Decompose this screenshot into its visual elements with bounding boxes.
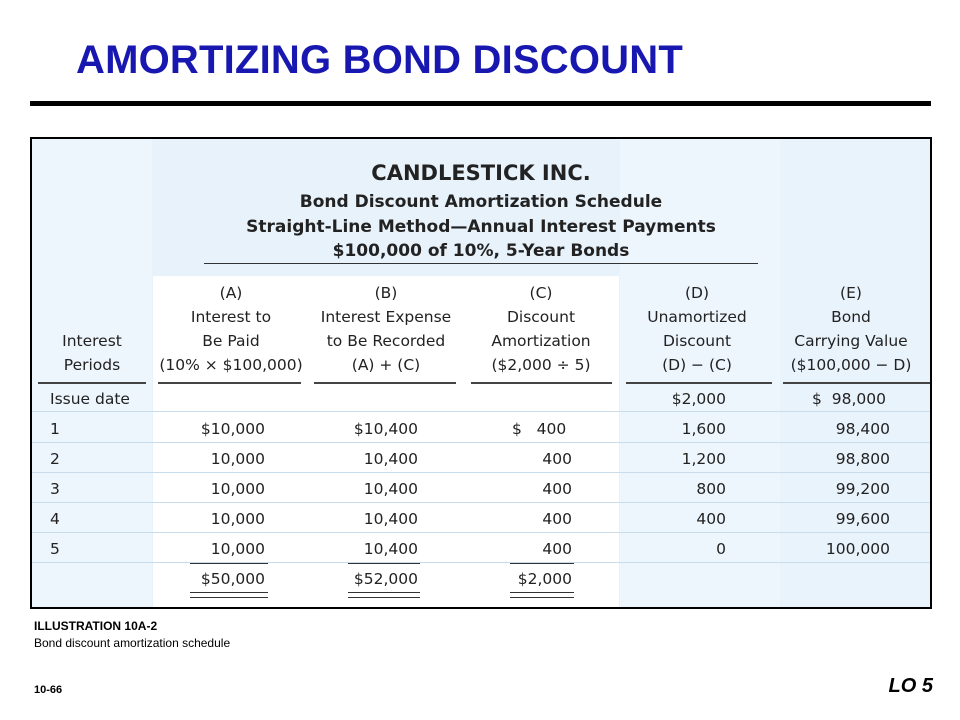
illustration-caption: Bond discount amortization schedule: [34, 636, 231, 650]
cell-a: 10,000: [210, 510, 265, 528]
column-header-line: (A): [219, 284, 243, 302]
cell-period: 3: [50, 480, 60, 498]
total-double-rule-a: [190, 592, 268, 598]
column-header-line: (10% × $100,000): [159, 356, 303, 374]
cell-b: 10,400: [363, 480, 418, 498]
learning-objective-label: LO 5: [888, 675, 933, 697]
total-a: $50,000: [200, 570, 265, 588]
column-header-b: [311, 281, 461, 377]
cell-b: 10,400: [363, 540, 418, 558]
total-b: $52,000: [353, 570, 418, 588]
column-header-a: [153, 281, 309, 377]
cell-d: 0: [716, 540, 726, 558]
column-header-line: (C): [529, 284, 553, 302]
cell-d: 800: [696, 480, 726, 498]
subtotal-rule-b: [348, 563, 420, 564]
cell-d: $2,000: [671, 390, 726, 408]
column-header-d: [622, 281, 772, 377]
column-header-line: Interest to: [190, 308, 272, 326]
cell-e: 99,200: [835, 480, 890, 498]
cell-b: $10,400: [353, 420, 418, 438]
schedule-subtitle: Bond Discount Amortization Schedule: [299, 192, 663, 212]
row-divider: [32, 442, 930, 443]
column-header-line: Interest: [62, 332, 122, 350]
column-header-line: Amortization: [491, 332, 591, 350]
header-rule-d: [626, 382, 772, 384]
column-header-c: [466, 281, 616, 377]
column-header-line: (B): [374, 284, 398, 302]
column-header-line: Discount: [662, 332, 732, 350]
cell-e: 98,800: [835, 450, 890, 468]
cell-a: 10,000: [210, 450, 265, 468]
column-header-line: (D): [684, 284, 710, 302]
illustration-number: ILLUSTRATION 10A-2: [34, 619, 158, 633]
header-rule-e: [783, 382, 930, 384]
column-header-line: Interest Expense: [320, 308, 452, 326]
column-header-line: (E): [840, 284, 862, 302]
total-double-rule-c: [510, 592, 574, 598]
row-divider: [32, 562, 930, 563]
column-header-line: (D) − (C): [662, 356, 732, 374]
cell-b: 10,400: [363, 450, 418, 468]
cell-e: 99,600: [835, 510, 890, 528]
column-header-line: Bond: [831, 308, 871, 326]
cell-a: 10,000: [210, 540, 265, 558]
column-header-line: (A) + (C): [351, 356, 421, 374]
subtotal-rule-a: [190, 563, 268, 564]
schedule-method: Straight-Line Method—Annual Interest Payments: [246, 217, 716, 237]
title-rule: [30, 101, 931, 106]
cell-period: 5: [50, 540, 60, 558]
cell-c: 400: [542, 450, 572, 468]
cell-e: $ 98,000: [812, 390, 886, 408]
cell-d: 1,600: [681, 420, 726, 438]
header-underline: [204, 263, 758, 264]
column-header-line: Be Paid: [202, 332, 260, 350]
cell-c: 400: [542, 480, 572, 498]
header-rule-a: [158, 382, 301, 384]
row-divider: [32, 532, 930, 533]
slide-title: AMORTIZING BOND DISCOUNT: [76, 38, 683, 82]
cell-c: 400: [542, 510, 572, 528]
total-c: $2,000: [517, 570, 572, 588]
header-rule-c: [471, 382, 612, 384]
schedule-bonds: $100,000 of 10%, 5-Year Bonds: [332, 241, 630, 261]
cell-period: 1: [50, 420, 60, 438]
column-header-line: ($100,000 − D): [790, 356, 912, 374]
column-header-line: ($2,000 ÷ 5): [491, 356, 591, 374]
cell-c: $ 400: [512, 420, 567, 438]
row-divider: [32, 502, 930, 503]
column-header-e: [776, 281, 926, 377]
slide-number: 10-66: [34, 684, 63, 696]
column-header-periods: [32, 329, 152, 377]
row-divider: [32, 411, 930, 412]
cell-b: 10,400: [363, 510, 418, 528]
column-header-line: Carrying Value: [794, 332, 908, 350]
cell-period: Issue date: [50, 390, 130, 408]
header-rule-b: [314, 382, 456, 384]
cell-period: 2: [50, 450, 60, 468]
total-double-rule-b: [348, 592, 420, 598]
header-rule-periods: [38, 382, 146, 384]
subtotal-rule-c: [510, 563, 574, 564]
row-divider: [32, 472, 930, 473]
cell-d: 400: [696, 510, 726, 528]
cell-c: 400: [542, 540, 572, 558]
cell-a: 10,000: [210, 480, 265, 498]
cell-e: 98,400: [835, 420, 890, 438]
amortization-schedule-table: [30, 137, 932, 609]
column-header-line: to Be Recorded: [326, 332, 446, 350]
column-header-line: Discount: [506, 308, 576, 326]
column-header-line: Periods: [63, 356, 121, 374]
company-name: CANDLESTICK INC.: [371, 161, 591, 185]
cell-e: 100,000: [825, 540, 890, 558]
cell-period: 4: [50, 510, 60, 528]
column-header-line: Unamortized: [647, 308, 747, 326]
cell-d: 1,200: [681, 450, 726, 468]
cell-a: $10,000: [200, 420, 265, 438]
